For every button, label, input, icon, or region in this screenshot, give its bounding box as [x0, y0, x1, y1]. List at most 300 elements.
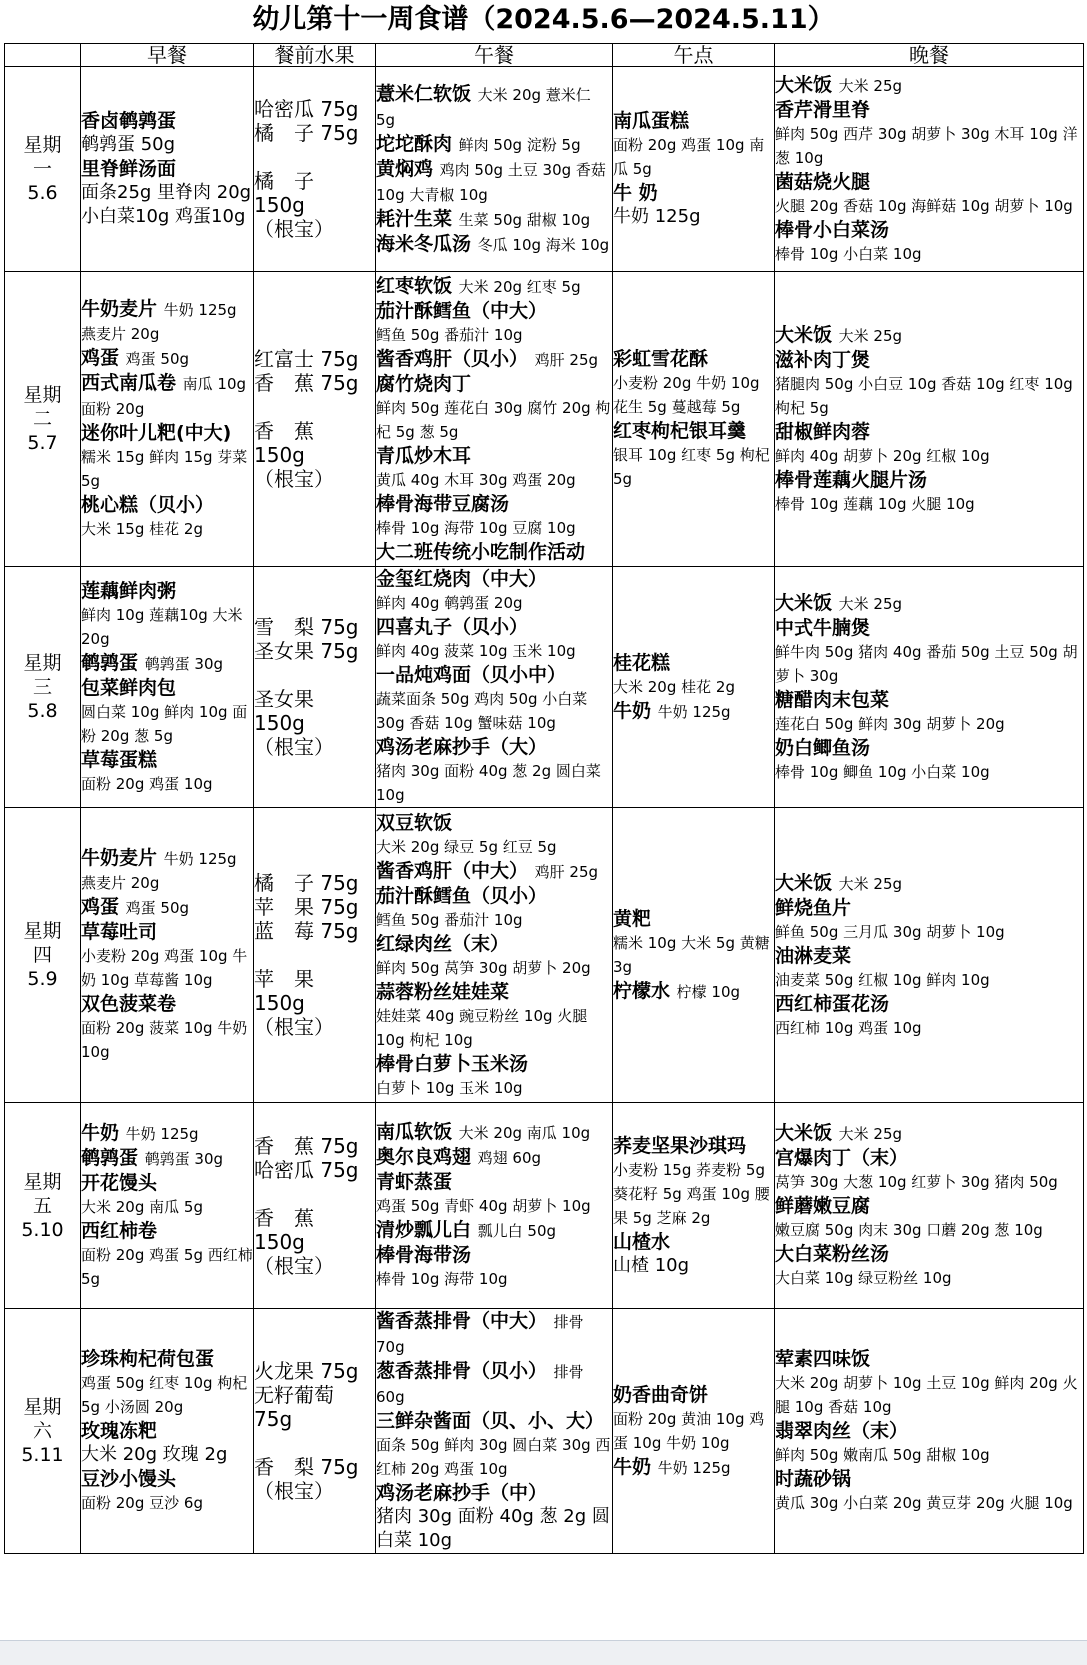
dish: [376, 299, 612, 323]
dish: [613, 907, 774, 931]
dish-ingredients: 面粉 20g 黄油 10g 鸡蛋 10g 牛奶 10g: [613, 1409, 765, 1452]
dish: [81, 895, 253, 920]
dish-name: 青瓜炒木耳: [376, 445, 472, 467]
breakfast-cell: [81, 808, 254, 1103]
dish-name: 牛奶: [613, 1455, 652, 1478]
dish: [613, 347, 774, 371]
dish-name: 鸡蛋: [81, 347, 120, 369]
fruit-line: （根宝）: [254, 467, 334, 491]
dish: [376, 347, 612, 372]
dish: [376, 980, 612, 1004]
dish-name: 棒骨莲藕火腿片汤: [775, 468, 928, 491]
fruit-spacer: [254, 145, 375, 169]
fruit-line: 哈密瓜 75g: [254, 1157, 359, 1182]
dish-ingredients: 鸡蛋 50g 青虾 40g 胡萝卜 10g: [376, 1197, 591, 1215]
dish-name: 大米饭: [775, 591, 833, 614]
dish-ingredients-inline: 冬瓜 10g 海米 10g: [477, 235, 610, 254]
dish-ingredients-inline: 鸡肝 25g: [534, 351, 599, 369]
dish-name: 奶白鲫鱼汤: [775, 736, 871, 759]
snack-cell: [613, 567, 775, 808]
dish: [613, 419, 774, 443]
day-cell: [5, 1309, 81, 1554]
dish-ingredients: 鲜肉 50g 嫩南瓜 50g 甜椒 10g: [775, 1446, 990, 1464]
dish-ingredients: 嫩豆腐 50g 肉末 30g 口蘑 20g 葱 10g: [775, 1221, 1043, 1239]
dish-name: 一品炖鸡面（贝小中）: [376, 664, 567, 686]
dish-ingredients-inline: 大米 25g: [838, 326, 903, 345]
dish-name: 薏米仁软饭: [376, 82, 472, 105]
lunch-cell: [376, 567, 613, 808]
dish-name: 南瓜蛋糕: [613, 110, 690, 132]
fruit-spacer: [254, 1431, 375, 1455]
snack-cell: [613, 1309, 775, 1554]
dish: [613, 699, 774, 724]
dish-name: 茄汁酥鳕鱼（中大）: [376, 300, 548, 322]
dish-name: 桂花糕: [613, 651, 671, 674]
dish-name: 西红柿蛋花汤: [775, 992, 890, 1015]
dish-ingredients: 面粉 20g 菠菜 10g 牛奶 10g: [81, 1019, 248, 1061]
day-row: [5, 1309, 1084, 1554]
fruit-line: 香 蕉: [254, 1205, 314, 1230]
dish-ingredients: 鲜肉 10g 莲藕10g 大米 20g: [81, 605, 243, 648]
dish: [376, 1481, 612, 1505]
dish-ingredients-inline: 瓢儿白 50g: [477, 1222, 557, 1240]
dish: [376, 207, 612, 232]
day-row: [5, 67, 1084, 272]
window-bottom-bar: [0, 1640, 1087, 1665]
dish: [376, 1243, 612, 1267]
dish-ingredients-inline: 大米 20g 薏米仁 5g: [376, 85, 591, 129]
fruit-line: 苹 果 75g: [254, 895, 359, 919]
day-row: [5, 808, 1084, 1103]
dish: [376, 132, 612, 157]
dish-ingredients: 鲜肉 40g 菠菜 10g 玉米 10g: [376, 642, 576, 660]
dish: [613, 1383, 774, 1407]
fruit-line: 150g: [254, 711, 305, 735]
dish-ingredients: 油麦菜 50g 红椒 10g 鲜肉 10g: [775, 970, 990, 989]
dish-name: 茄汁酥鳕鱼（贝小）: [376, 884, 548, 907]
snack-cell: [613, 808, 775, 1103]
dish: [775, 73, 1083, 98]
dish: [775, 1347, 1083, 1371]
day-date: 5.6: [27, 182, 58, 204]
dish: [376, 1170, 612, 1194]
day-name-line2: 五: [32, 1194, 52, 1217]
breakfast-cell: [81, 1103, 254, 1309]
dish-ingredients: 黄瓜 30g 小白菜 20g 黄豆芽 20g 火腿 10g: [775, 1494, 1073, 1512]
dish-ingredients-inline: 大米 20g 南瓜 10g: [458, 1124, 591, 1142]
dish-name: 西式南瓜卷: [81, 372, 177, 394]
dish-name: 鸡蛋: [81, 896, 120, 918]
fruit-line: 橘 子 75g: [254, 871, 359, 895]
dish-name: 南瓜软饭: [376, 1121, 453, 1143]
dish: [775, 1121, 1083, 1146]
dish-ingredients-inline: 南瓜 10g 面粉 20g: [81, 375, 247, 418]
fruit-line: 圣女果: [254, 687, 314, 711]
dinner-cell: [775, 67, 1084, 272]
dish-ingredients: 燕麦片 20g: [81, 874, 160, 892]
fruit-line: 150g: [254, 443, 305, 467]
dish: [775, 1146, 1083, 1170]
dish: [376, 1145, 612, 1170]
dish-ingredients: 猪肉 30g 面粉 40g 葱 2g 圆白菜 10g: [376, 1506, 610, 1551]
dish-ingredients-inline: 大米 25g: [838, 874, 903, 893]
dish-ingredients-inline: 鸡蛋 50g: [125, 899, 190, 917]
dish-ingredients: 蔬菜面条 50g 鸡肉 50g 小白菜 30g 香菇 10g 蟹味菇 10g: [376, 690, 588, 732]
dish: [376, 663, 612, 687]
fruit-line: 150g: [254, 1229, 305, 1254]
dish-ingredients: 猪肉 30g 面粉 40g 葱 2g 圆白菜 10g: [376, 762, 601, 804]
fruit-cell: [254, 1103, 376, 1309]
dish-ingredients-inline: 排骨 70g: [376, 1313, 584, 1356]
dish-ingredients: 鸡蛋 50g 红枣 10g 枸杞 5g 小汤圆 20g: [81, 1374, 248, 1416]
menu-body: [5, 67, 1084, 1554]
day-row: [5, 1103, 1084, 1309]
dish-name: 里脊鲜汤面: [81, 158, 177, 180]
dish: [376, 859, 612, 884]
dish: [81, 346, 253, 371]
dish-ingredients: 白萝卜 10g 玉米 10g: [376, 1078, 523, 1097]
dish-name: 大白菜粉丝汤: [775, 1243, 890, 1265]
dish-ingredients: 山楂 10g: [613, 1254, 690, 1276]
dish: [376, 615, 612, 639]
breakfast-cell: [81, 67, 254, 272]
dish-name: 红绿肉丝（末）: [376, 932, 510, 955]
dish-name: 牛奶麦片: [81, 298, 158, 320]
dish-ingredients: 鹌鹑蛋 50g: [81, 134, 176, 155]
dish: [81, 1171, 253, 1195]
dish-name: 珍珠枸杞荷包蛋: [81, 1348, 215, 1370]
dish-name: 鹌鹑蛋: [81, 651, 139, 674]
dish: [81, 748, 253, 772]
fruit-line: 橘 子 75g: [254, 121, 359, 145]
dish-name: 草莓蛋糕: [81, 748, 158, 771]
dish-ingredients: 鲜肉 50g 西芹 30g 胡萝卜 30g 木耳 10g 洋葱 10g: [775, 124, 1078, 167]
dish: [775, 736, 1083, 760]
dish-name: 桃心糕（贝小）: [81, 494, 215, 516]
fruit-line: 苹 果: [254, 967, 314, 991]
dish-ingredients: 鲜肉 40g 鹌鹑蛋 20g: [376, 594, 523, 612]
day-cell: [5, 808, 81, 1103]
dish-name: 牛奶: [613, 699, 652, 722]
dish: [81, 493, 253, 517]
dinner-cell: [775, 272, 1084, 567]
dish: [613, 1455, 774, 1480]
fruit-line: 蓝 莓 75g: [254, 919, 359, 943]
dish-name: 包菜鲜肉包: [81, 676, 177, 699]
day-date: 5.8: [27, 700, 58, 722]
dish-name: 翡翠肉丝（末）: [775, 1420, 909, 1442]
dish-name: 中式牛腩煲: [775, 616, 871, 639]
header-day: [5, 44, 81, 67]
dish: [775, 591, 1083, 616]
dish-ingredients: 银耳 10g 红枣 5g 枸杞 5g: [613, 446, 770, 488]
dish: [81, 371, 253, 421]
day-row: [5, 272, 1084, 567]
dish: [376, 372, 612, 396]
day-name-line1: 星期: [23, 920, 62, 942]
dish: [775, 468, 1083, 492]
fruit-spacer: [254, 1182, 375, 1206]
dish-ingredients: 小麦粉 20g 鸡蛋 10g 牛奶 10g 草莓酱 10g: [81, 947, 248, 989]
dinner-cell: [775, 808, 1084, 1103]
lunch-cell: [376, 1309, 613, 1554]
dish: [775, 1467, 1083, 1491]
dish-name: 棒骨小白菜汤: [775, 218, 890, 241]
dish: [376, 884, 612, 908]
dish: [81, 421, 253, 445]
dish-name: 棒骨海带汤: [376, 1244, 472, 1266]
dish: [376, 1052, 612, 1076]
dish-ingredients: 棒骨 10g 鲫鱼 10g 小白菜 10g: [775, 762, 990, 781]
day-date: 5.11: [21, 1444, 64, 1466]
day-name-line1: 星期: [23, 652, 62, 674]
dish-name: 大米饭: [775, 871, 833, 894]
dish-ingredients-inline: 牛奶 125g: [125, 1124, 199, 1143]
dish-name: 红枣软饭: [376, 275, 453, 297]
dish-ingredients-inline: 鸡肉 50g 土豆 30g 香菇 10g 大青椒 10g: [376, 160, 606, 204]
dish-name: 鲜蘑嫩豆腐: [775, 1195, 871, 1217]
dish-name: 莲藕鲜肉粥: [81, 579, 177, 602]
day-name-line2: 二: [32, 408, 52, 430]
dish-name: 鲜烧鱼片: [775, 896, 852, 919]
day-cell: [5, 67, 81, 272]
day-name-line2: 六: [32, 1420, 52, 1442]
dish-ingredients: 大米 20g 南瓜 5g: [81, 1197, 203, 1216]
dish: [775, 871, 1083, 896]
dish: [613, 181, 774, 205]
dish: [613, 979, 774, 1004]
dish: [613, 1230, 774, 1254]
dish-name: 大米饭: [775, 323, 833, 346]
dish-name: 酱香鸡肝（贝小）: [376, 348, 529, 370]
dish-name: 鸡汤老麻抄手（中）: [376, 1482, 548, 1504]
dish-ingredients: 燕麦片 20g: [81, 325, 160, 343]
dish: [81, 920, 253, 944]
dish: [775, 323, 1083, 348]
fruit-line: （根宝）: [254, 1253, 334, 1278]
header-snack: 午点: [613, 44, 775, 67]
dish-ingredients: 黄瓜 40g 木耳 30g 鸡蛋 20g: [376, 471, 576, 489]
day-name-line2: 一: [32, 158, 52, 180]
dish-ingredients-inline: 鸡翅 60g: [477, 1149, 542, 1167]
lunch-cell: [376, 67, 613, 272]
fruit-line: 雪 梨 75g: [254, 615, 359, 639]
dish: [775, 1419, 1083, 1443]
dish-ingredients: 圆白菜 10g 鲜肉 10g 面粉 20g 葱 5g: [81, 702, 248, 745]
header-breakfast: 早餐: [81, 44, 254, 67]
header-dinner: 晚餐: [775, 44, 1084, 67]
lunch-cell: [376, 808, 613, 1103]
dish-ingredients: 莴笋 30g 大葱 10g 红萝卜 30g 猪肉 50g: [775, 1173, 1058, 1191]
dish-ingredients-inline: 柠檬 10g: [676, 982, 741, 1001]
dish: [613, 109, 774, 133]
dish-ingredients: 小麦粉 15g 荞麦粉 5g 葵花籽 5g 鸡蛋 10g 腰果 5g 芝麻 2g: [613, 1160, 770, 1227]
day-name-line1: 星期: [23, 1170, 62, 1193]
dish-name: 豆沙小馒头: [81, 1468, 177, 1490]
header-fruit: 餐前水果: [254, 44, 376, 67]
day-name-line2: 四: [32, 944, 52, 966]
fruit-line: 火龙果 75g: [254, 1359, 359, 1383]
dish-name: 时蔬砂锅: [775, 1468, 852, 1490]
dish-ingredients-inline: 生菜 50g 甜椒 10g: [458, 210, 591, 229]
dish: [376, 1409, 612, 1433]
fruit-line: 香 蕉 75g: [254, 371, 359, 395]
day-name-line1: 星期: [23, 134, 62, 156]
dish: [376, 540, 612, 564]
day-date: 5.7: [27, 432, 58, 454]
dish-name: 彩虹雪花酥: [613, 348, 709, 370]
dish-ingredients: 西红柿 10g 鸡蛋 10g: [775, 1018, 922, 1037]
dish-name: 柠檬水: [613, 979, 671, 1002]
dish-name: 黄焖鸡: [376, 157, 434, 180]
menu-table: [4, 43, 1084, 1554]
dish-name: 牛奶: [81, 1121, 120, 1144]
dish-ingredients: 棒骨 10g 小白菜 10g: [775, 244, 922, 263]
dish-ingredients: 棒骨 10g 莲藕 10g 火腿 10g: [775, 494, 975, 513]
dish-ingredients-inline: 鸡肝 25g: [534, 862, 599, 881]
dish-ingredients: 面条25g 里脊肉 20g 小白菜10g 鸡蛋10g: [81, 182, 252, 227]
day-cell: [5, 272, 81, 567]
dish-ingredients: 大米 20g 桂花 2g: [613, 677, 735, 696]
dish: [81, 651, 253, 676]
day-cell: [5, 567, 81, 808]
header-lunch: 午餐: [376, 44, 613, 67]
dish: [81, 1419, 253, 1443]
header-row: [5, 44, 1084, 67]
dish-ingredients: 鲜鱼 50g 三月瓜 30g 胡萝卜 10g: [775, 922, 1005, 941]
dish-name: 菌菇烧火腿: [775, 170, 871, 193]
dish: [81, 109, 253, 133]
dish-name: 大二班传统小吃制作活动: [376, 541, 586, 563]
dish: [81, 1467, 253, 1491]
dish: [376, 232, 612, 257]
dish-ingredients-inline: 大米 25g: [838, 594, 903, 613]
dish-name: 牛 奶: [613, 182, 658, 204]
dish-name: 耗汁生菜: [376, 207, 453, 230]
dish-name: 葱香蒸排骨（贝小）: [376, 1360, 548, 1382]
dish-ingredients: 牛奶 125g: [613, 206, 701, 227]
dish-ingredients: 大米 20g 玫瑰 2g: [81, 1444, 228, 1465]
dish-name: 滋补肉丁煲: [775, 348, 871, 371]
dish: [376, 735, 612, 759]
dish-name: 四喜丸子（贝小）: [376, 616, 529, 638]
fruit-line: 香 蕉 75g: [254, 1133, 359, 1158]
dish: [376, 811, 612, 835]
dish: [376, 82, 612, 132]
dish: [376, 274, 612, 299]
dish-name: 油淋麦菜: [775, 944, 852, 967]
dish-ingredients: 面条 50g 鲜肉 30g 圆白菜 30g 西红柿 20g 鸡蛋 10g: [376, 1436, 611, 1478]
dish-ingredients-inline: 牛奶 125g: [657, 702, 731, 721]
breakfast-cell: [81, 272, 254, 567]
dish-name: 牛奶麦片: [81, 847, 158, 869]
dish: [775, 992, 1083, 1016]
dish-name: 三鲜杂酱面（贝、小、大）: [376, 1410, 605, 1432]
fruit-cell: [254, 567, 376, 808]
dish-ingredients: 棒骨 10g 海带 10g 豆腐 10g: [376, 519, 576, 537]
day-date: 5.9: [27, 968, 58, 990]
dish-ingredients-inline: 排骨 60g: [376, 1363, 584, 1406]
dish-ingredients-inline: 大米 25g: [838, 1125, 903, 1143]
dish-ingredients: 大白菜 10g 绿豆粉丝 10g: [775, 1269, 952, 1287]
dish-ingredients: 糯米 15g 鲜肉 15g 芽菜 5g: [81, 448, 248, 490]
dish-ingredients-inline: 大米 20g 红枣 5g: [458, 278, 581, 296]
fruit-line: （根宝）: [254, 1479, 334, 1503]
dish: [775, 420, 1083, 444]
dish-ingredients: 大米 15g 桂花 2g: [81, 520, 203, 538]
dinner-cell: [775, 1103, 1084, 1309]
dish: [376, 444, 612, 468]
dish-name: 迷你叶儿粑(中大): [81, 422, 232, 444]
dish-name: 鹌鹑蛋: [81, 1146, 139, 1169]
dish-name: 香芹滑里脊: [775, 98, 871, 121]
dish-name: 酱香鸡肝（中大）: [376, 859, 529, 882]
dish-ingredients: 火腿 20g 香菇 10g 海鲜菇 10g 胡萝卜 10g: [775, 196, 1073, 215]
fruit-line: 哈密瓜 75g: [254, 97, 359, 121]
dish-ingredients: 棒骨 10g 海带 10g: [376, 1270, 508, 1288]
dish-name: 糖醋肉末包菜: [775, 688, 890, 711]
dish-name: 棒骨海带豆腐汤: [376, 493, 510, 515]
fruit-line: （根宝）: [254, 1015, 334, 1039]
dish-ingredients-inline: 大米 25g: [838, 76, 903, 95]
fruit-line: 橘 子: [254, 169, 314, 193]
dish-name: 大米饭: [775, 1122, 833, 1144]
dish: [81, 1219, 253, 1243]
dish-ingredients-inline: 牛奶 125g: [657, 1458, 731, 1477]
fruit-line: 红富士 75g: [254, 347, 359, 371]
dish: [775, 896, 1083, 920]
dish-ingredients: 鲜肉 50g 莲花白 30g 腐竹 20g 枸杞 5g 葱 5g: [376, 399, 611, 441]
fruit-line: 150g: [254, 193, 305, 217]
dish-name: 大米饭: [775, 73, 833, 96]
snack-cell: [613, 67, 775, 272]
day-cell: [5, 1103, 81, 1309]
dish: [613, 651, 774, 675]
fruit-line: 香 梨 75g: [254, 1455, 359, 1479]
dish-name: 清炒瓢儿白: [376, 1219, 472, 1241]
dish-name: 坨坨酥肉: [376, 132, 453, 155]
dish: [775, 688, 1083, 712]
dish-ingredients-inline: 鲜肉 50g 淀粉 5g: [458, 135, 581, 154]
dish-name: 香卤鹌鹑蛋: [81, 110, 177, 132]
fruit-spacer: [254, 943, 375, 967]
dish-ingredients: 鳕鱼 50g 番茄汁 10g: [376, 910, 523, 929]
day-date: 5.10: [21, 1218, 64, 1241]
dish: [775, 218, 1083, 242]
dish-name: 草莓吐司: [81, 921, 158, 943]
fruit-line: （根宝）: [254, 735, 334, 759]
dish-ingredients-inline: 鸡蛋 50g: [125, 350, 190, 368]
dish-name: 荞麦坚果沙琪玛: [613, 1134, 747, 1157]
dish: [376, 567, 612, 591]
dish-name: 甜椒鲜肉蓉: [775, 420, 871, 443]
dinner-cell: [775, 567, 1084, 808]
dish: [376, 932, 612, 956]
dish-name: 玫瑰冻粑: [81, 1420, 158, 1442]
dish-ingredients: 糯米 10g 大米 5g 黄糖 3g: [613, 933, 770, 976]
dish-ingredients: 娃娃菜 40g 豌豆粉丝 10g 火腿 10g 枸杞 10g: [376, 1006, 588, 1049]
dish: [81, 157, 253, 181]
dish: [613, 1134, 774, 1158]
dish: [376, 492, 612, 516]
dish: [775, 98, 1083, 122]
dish-name: 酱香蒸排骨（中大）: [376, 1310, 548, 1332]
dish-ingredients: 面粉 20g 鸡蛋 10g 南瓜 5g: [613, 136, 765, 178]
dish-ingredients: 面粉 20g 豆沙 6g: [81, 1494, 203, 1512]
dish: [775, 616, 1083, 640]
dish-name: 蒜蓉粉丝娃娃菜: [376, 980, 510, 1003]
fruit-spacer: [254, 395, 375, 419]
